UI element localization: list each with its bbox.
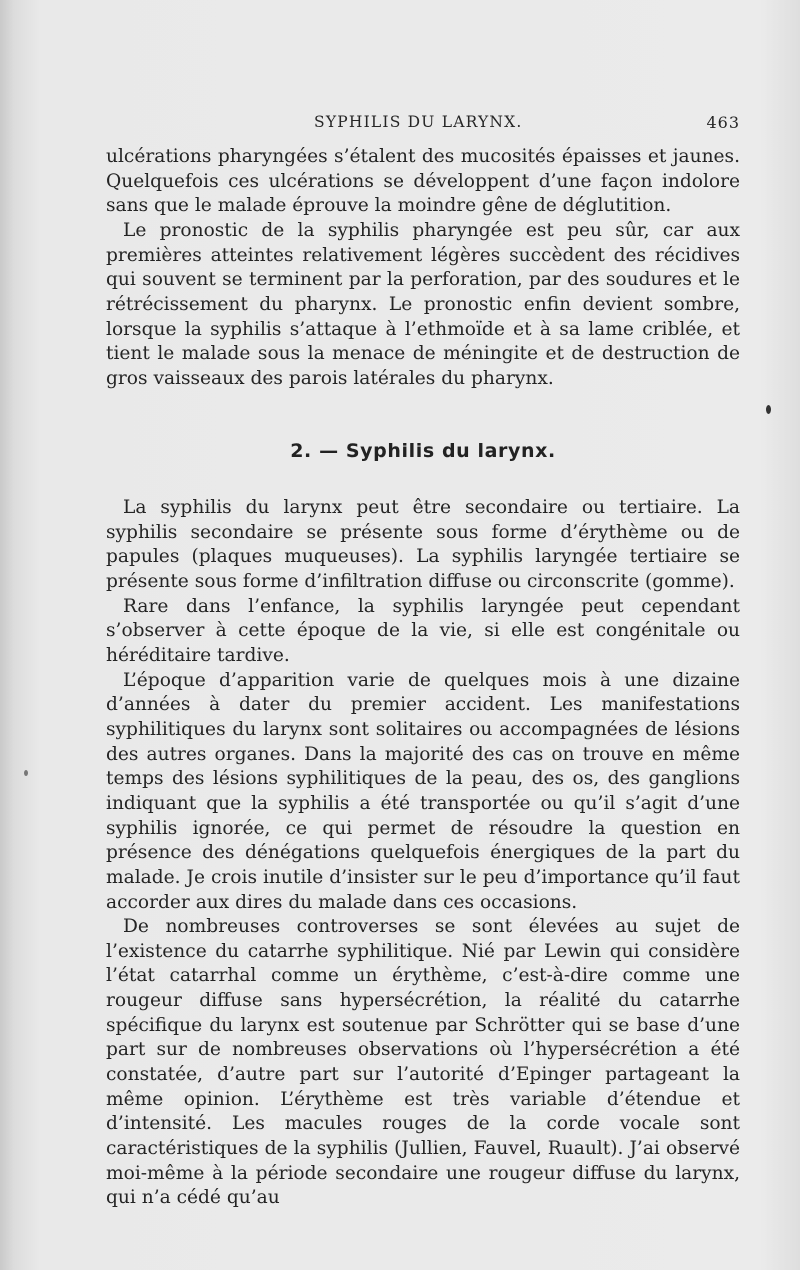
paragraph: L’époque d’apparition varie de quelques mois à une dizaine d’années à dater du premier accident. Les manifestations syphilitiques du larynx sont solitaires ou accompagnées de lésions des autres organes. Dans la majorité des cas on trouve en même temps des lésions syphilitiques de la peau, des os, des ganglions indiquant que la syphilis a été transportée ou qu’il s’agit d’une syphilis ignorée, ce qui permet de résoudre la question en présence des dénégations quelquefois énergiques de la part du malade. Je crois inutile d’insister sur le peu d’importance qu’il faut accorder aux dires du malade dans ces occasions. xyxy=(106,669,740,913)
paragraph: Rare dans l’enfance, la syphilis laryngée peut cependant s’observer à cette époque de la vie, si elle est congénitale ou héréditaire tardive. xyxy=(106,595,740,666)
paragraph: ulcérations pharyngées s’étalent des mucosités épaisses et jaunes. Quelquefois ces ulcérations se développent d’une façon indolore sans que le malade éprouve la moindre gêne de déglutition. xyxy=(106,146,740,217)
text-block-top xyxy=(106,145,740,392)
running-title: SYPHILIS DU LARYNX. xyxy=(314,113,523,131)
text-block-bottom xyxy=(106,496,740,1211)
ink-speck xyxy=(766,405,771,414)
paragraph: La syphilis du larynx peut être secondaire ou tertiaire. La syphilis secondaire se présente sous forme d’érythème ou de papules (plaques muqueuses). La syphilis laryngée tertiaire se présente sous forme d’infiltration diffuse ou circonscrite (gomme). xyxy=(106,497,740,592)
running-header xyxy=(106,113,740,137)
section-heading: 2. — Syphilis du larynx. xyxy=(290,440,556,462)
paragraph: Le pronostic de la syphilis pharyngée est peu sûr, car aux premières atteintes relativement légères succèdent des récidives qui souvent se terminent par la perforation, par des soudures et le rétrécissement du pharynx. Le pronostic enfin devient sombre, lorsque la syphilis s’attaque à l’ethmoïde et à sa lame criblée, et tient le malade sous la menace de méningite et de destruction de gros vaisseaux des parois latérales du pharynx. xyxy=(106,219,740,389)
ink-speck xyxy=(24,770,28,776)
page-number: 463 xyxy=(706,113,740,132)
paragraph: De nombreuses controverses se sont élevées au sujet de l’existence du catarrhe syphilitique. Nié par Lewin qui considère l’état catarrhal comme un érythème, c’est-à-dire comme une rougeur diffuse sans hypersécrétion, la réalité du catarrhe spécifique du larynx est soutenue par Schrötter qui se base d’une part sur de nombreuses observations où l’hypersécrétion a été constatée, d’autre part sur l’autorité d’Epinger partageant la même opinion. L’érythème est très variable d’étendue et d’intensité. Les macules rouges de la corde vocale sont caractéristiques de la syphilis (Jullien, Fauvel, Ruault). J’ai observé moi-même à la période secondaire une rougeur diffuse du larynx, qui n’a cédé qu’au xyxy=(106,916,740,1209)
